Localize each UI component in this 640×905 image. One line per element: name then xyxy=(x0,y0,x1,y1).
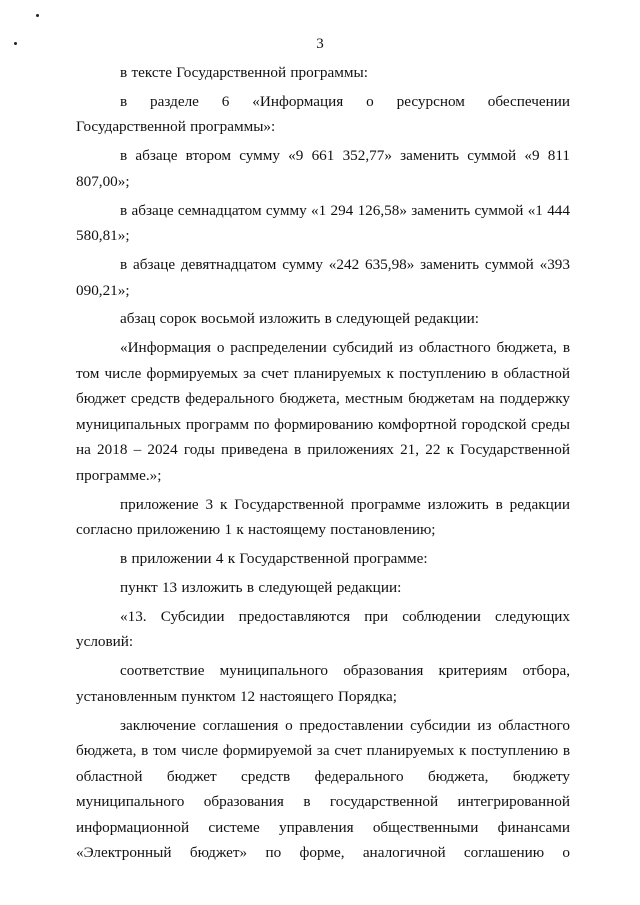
paragraph: в тексте Государственной программы: xyxy=(120,64,368,81)
paragraph: в абзаце семнадцатом сумму «1 294 126,58» заменить суммой «1 444 580,81»; xyxy=(76,201,570,245)
document-body xyxy=(76,60,570,869)
paragraph: соответствие муниципального образования критериям отбора, установленным пунктом 12 настоящего Порядка; xyxy=(76,662,570,705)
paragraph: приложение 3 к Государственной программе изложить в редакции согласно приложению 1 к настоящему постановлению; xyxy=(76,495,570,539)
paragraph: в абзаце девятнадцатом сумму «242 635,98» заменить суммой «393 090,21»; xyxy=(76,255,570,299)
paragraph: «Информация о распределении субсидий из областного бюджета, в том числе формируемых за счет планируемых к поступлению в областной бюджет средств федерального бюджета, местным бюджетам на поддержку муниципальных программ по формированию комфортной городской среды на 2018 – 2024 годы приведена в приложениях 21, 22 к Государственной программе.»; xyxy=(76,339,570,485)
page-number: 3 xyxy=(316,36,324,52)
paragraph: абзац сорок восьмой изложить в следующей редакции: xyxy=(120,310,480,328)
scan-speck xyxy=(14,42,17,45)
paragraph: «13. Субсидии предоставляются при соблюдении следующих условий: xyxy=(76,607,570,651)
paragraph: пункт 13 изложить в следующей редакции: xyxy=(120,578,402,596)
paragraph: в приложении 4 к Государственной программе: xyxy=(120,550,428,568)
paragraph: в разделе 6 «Информация о ресурсном обеспечении Государственной программы»: xyxy=(76,92,570,136)
scan-speck xyxy=(36,14,39,17)
paragraph: заключение соглашения о предоставлении субсидии из областного бюджета, в том числе формируемой за счет планируемых к поступлению в областной бюджет средств федерального бюджета, бюджету муниципального образования в государственной интегрированной информационной системе управления общественными финансами «Электронный бюджет» по форме, аналогичной соглашению о xyxy=(76,716,570,862)
paragraph: в абзаце втором сумму «9 661 352,77» заменить суммой «9 811 807,00»; xyxy=(76,147,570,190)
